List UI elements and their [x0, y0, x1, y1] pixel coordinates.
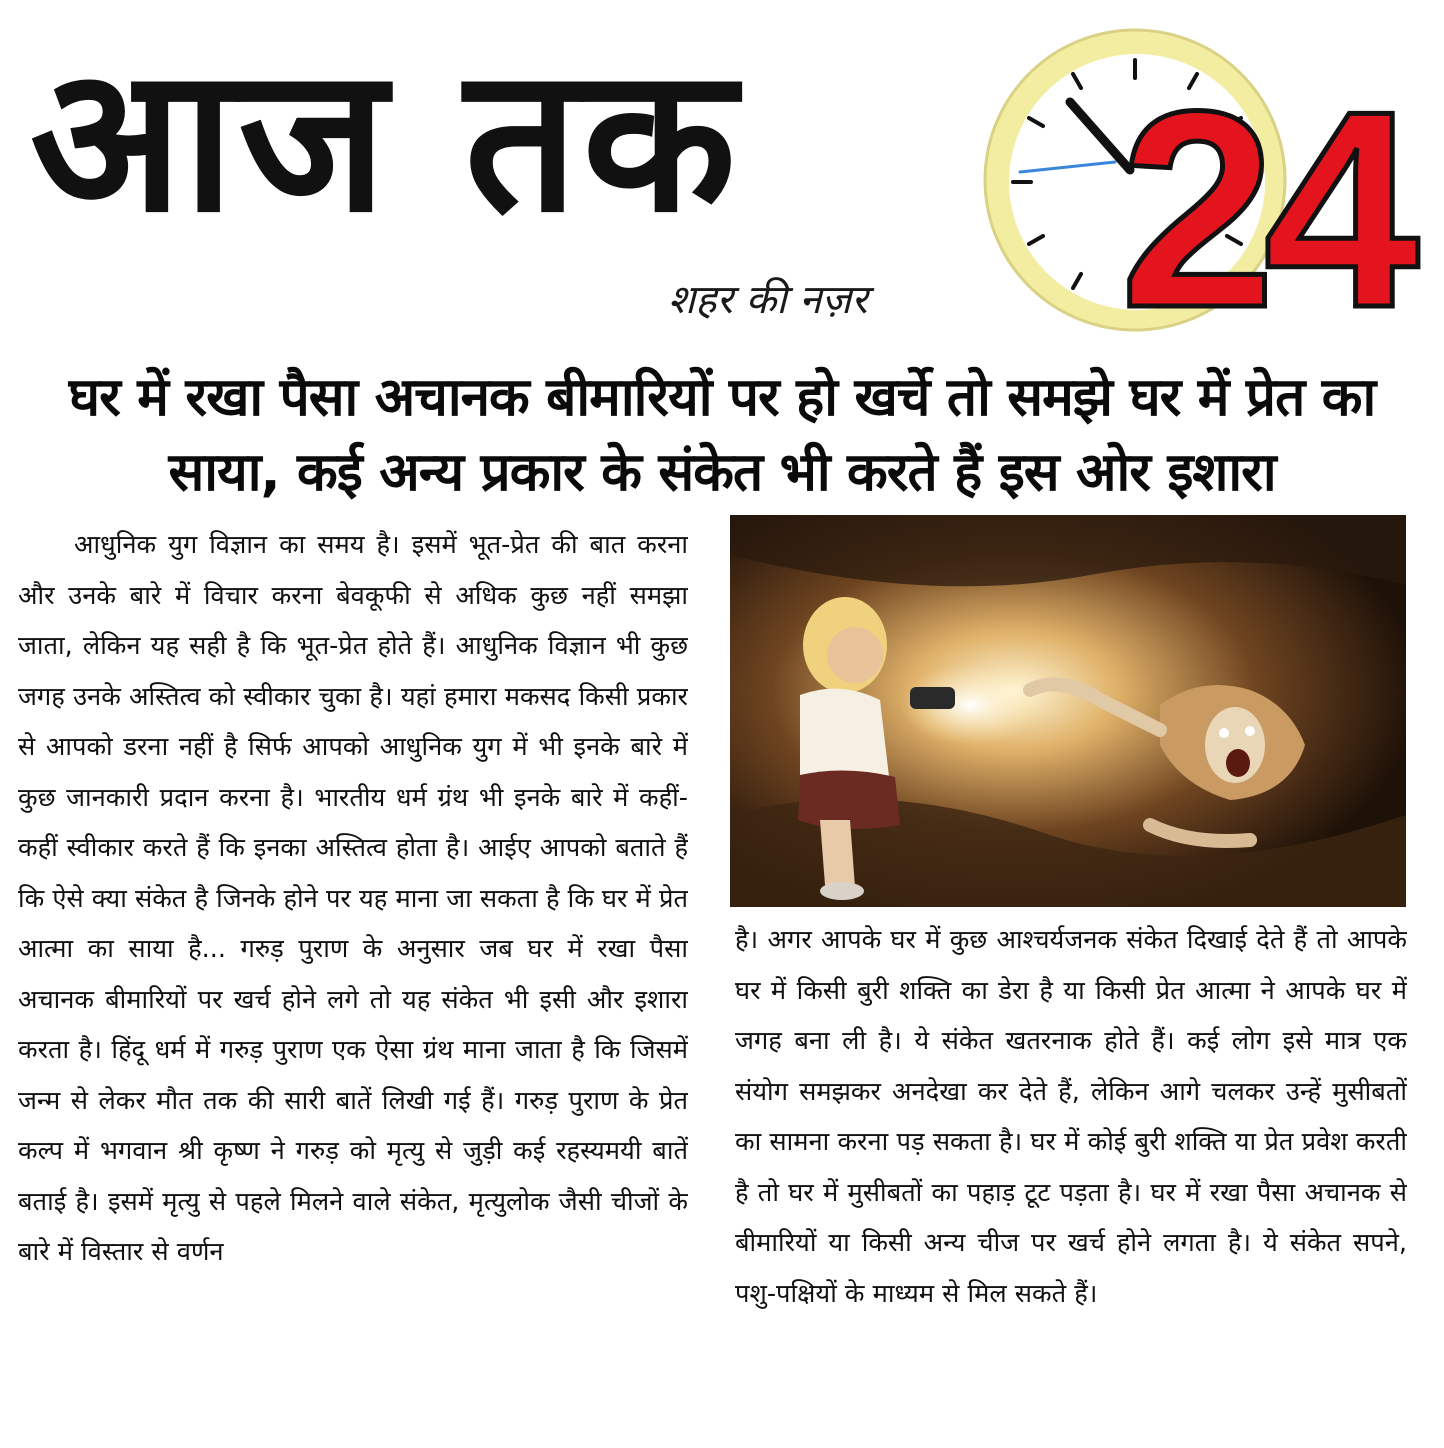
masthead-title: आज तक — [30, 22, 741, 257]
article-photo — [730, 515, 1406, 907]
masthead — [0, 0, 1444, 366]
article-column-right — [735, 915, 1407, 1440]
article-column-left — [18, 520, 688, 1440]
article-text-left: आधुनिक युग विज्ञान का समय है। इसमें भूत-प्रेत की बात करना और उनके बारे में विचार करना बेवकूफी से अधिक कुछ नहीं समझा जाता, लेकिन यह सही है कि भूत-प्रेत होते हैं। आधुनिक विज्ञान भी कुछ जगह उनके अस्तित्व को स्वीकार चुका है। यहां हमारा मकसद किसी प्रकार से आपको डरना नहीं है सिर्फ आपको आधुनिक युग में भी इनके बारे में कुछ जानकारी प्रदान करना है। भारतीय धर्म ग्रंथ भी इनके बारे में कहीं-कहीं स्वीकार करते हैं कि इनका अस्तित्व होता है। आईए आपको बताते हैं कि ऐसे क्या संकेत है जिनके होने पर यह माना जा सकता है कि घर में प्रेत आत्मा का साया है... गरुड़ पुराण के अनुसार जब घर में रखा पैसा अचानक बीमारियों पर खर्च होने लगे तो यह संकेत भी इसी और इशारा करता है। हिंदू धर्म में गरुड़ पुराण एक ऐसा ग्रंथ माना जाता है कि जिसमें जन्म से लेकर मौत तक की सारी बातें लिखी गई हैं। गरुड़ पुराण के प्रेत कल्प में भगवान श्री कृष्ण ने गरुड़ को मृत्यु से जुड़ी कई रहस्यमयी बातें बताई है। इसमें मृत्यु से पहले मिलने वाले संकेत, मृत्युलोक जैसी चीजों के बारे में विस्तार से वर्णन — [18, 530, 688, 1267]
brand-number-24: 24 — [1120, 54, 1408, 366]
ghost-cave-illustration — [730, 515, 1406, 907]
masthead-tagline: शहर की नज़र — [668, 277, 868, 323]
article-text-right: है। अगर आपके घर में कुछ आश्चर्यजनक संकेत दिखाई देते हैं तो आपके घर में किसी बुरी शक्ति का डेरा है या किसी प्रेत आत्मा ने आपके घर में जगह बना ली है। ये संकेत खतरनाक होते हैं। कई लोग इसे मात्र एक संयोग समझकर अनदेखा कर देते हैं, लेकिन आगे चलकर उन्हें मुसीबतों का सामना करना पड़ सकता है। घर में कोई बुरी शक्ति या प्रेत प्रवेश करती है तो घर में मुसीबतों का पहाड़ टूट पड़ता है। घर में रखा पैसा अचानक से बीमारियों या किसी अन्य चीज पर खर्च होने लगता है। ये संकेत सपने, पशु-पक्षियों के माध्यम से मिल सकते हैं। — [735, 925, 1407, 1309]
article-headline: घर में रखा पैसा अचानक बीमारियों पर हो खर्चे तो समझे घर में प्रेत का साया, कई अन्य प्रकार के संकेत भी करते हैं इस ओर इशारा — [68, 367, 1376, 503]
